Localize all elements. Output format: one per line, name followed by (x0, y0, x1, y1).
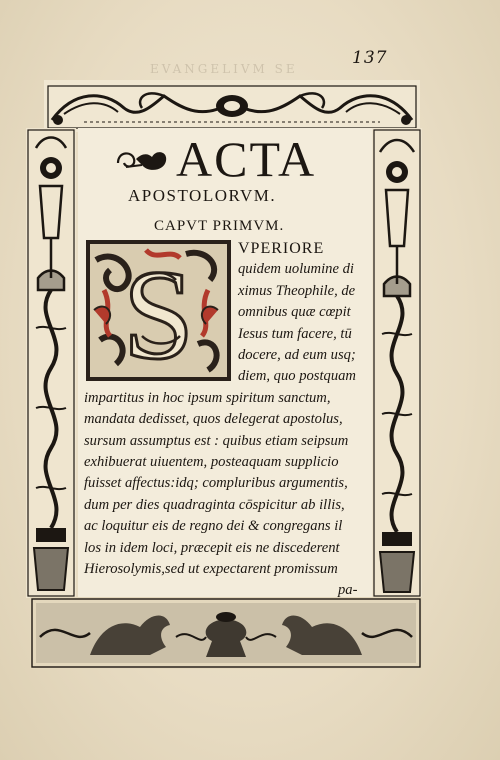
fleuron-icon (112, 143, 170, 175)
heading-row (112, 130, 352, 188)
text-line-7: diem, quo postquam (238, 368, 356, 385)
top-ornament-border (44, 80, 420, 132)
bleed-through-running-head: EVANGELIVM SE (150, 62, 298, 76)
text-line-2: quidem uolumine di (238, 261, 354, 278)
decorated-initial-s (86, 240, 231, 381)
text-line-5: Iesus tum facere, tū (238, 325, 352, 342)
text-line-14: ac loquitur eis de regno dei & congregans il (84, 518, 343, 535)
book-title: ACTA (176, 131, 317, 187)
text-line-9: mandata dedisset, quos delegerat apostolus, (84, 411, 343, 428)
text-line-8: impartitus in hoc ipsum spiritum sanctum, (84, 389, 331, 406)
bottom-ornament-border (30, 597, 422, 669)
text-line-6: docere, ad eum usq; (238, 347, 356, 363)
text-line-12: fuisset affectus:idq; compluribus argumentis, (84, 475, 348, 492)
text-line-17: pa- (338, 582, 358, 599)
text-line-4: omnibus quæ cœpit (238, 304, 351, 321)
right-ornament-column (372, 128, 422, 598)
text-line-11: exhibuerat uiuentem, posteaquam supplicio (84, 454, 339, 470)
text-line-15: los in idem loci, præcepit eis ne discederent (84, 539, 340, 556)
chapter-heading: CAPVT PRIMVM. (154, 218, 285, 234)
left-ornament-column (26, 128, 76, 598)
text-line-13: dum per dies quadraginta cōspicitur ab illis, (84, 496, 345, 513)
page-number: 137 (352, 48, 388, 68)
initial-letter: S (122, 244, 195, 381)
text-line-10: sursum assumptus est : quibus etiam seipsum (84, 432, 349, 449)
text-line-1: VPERIORE (238, 240, 325, 257)
text-line-3: ximus Theophile, de (238, 282, 356, 299)
book-subtitle: APOSTOLORVM. (128, 186, 277, 205)
text-line-16: Hierosolymis,sed ut expectarent promissum (84, 561, 338, 577)
